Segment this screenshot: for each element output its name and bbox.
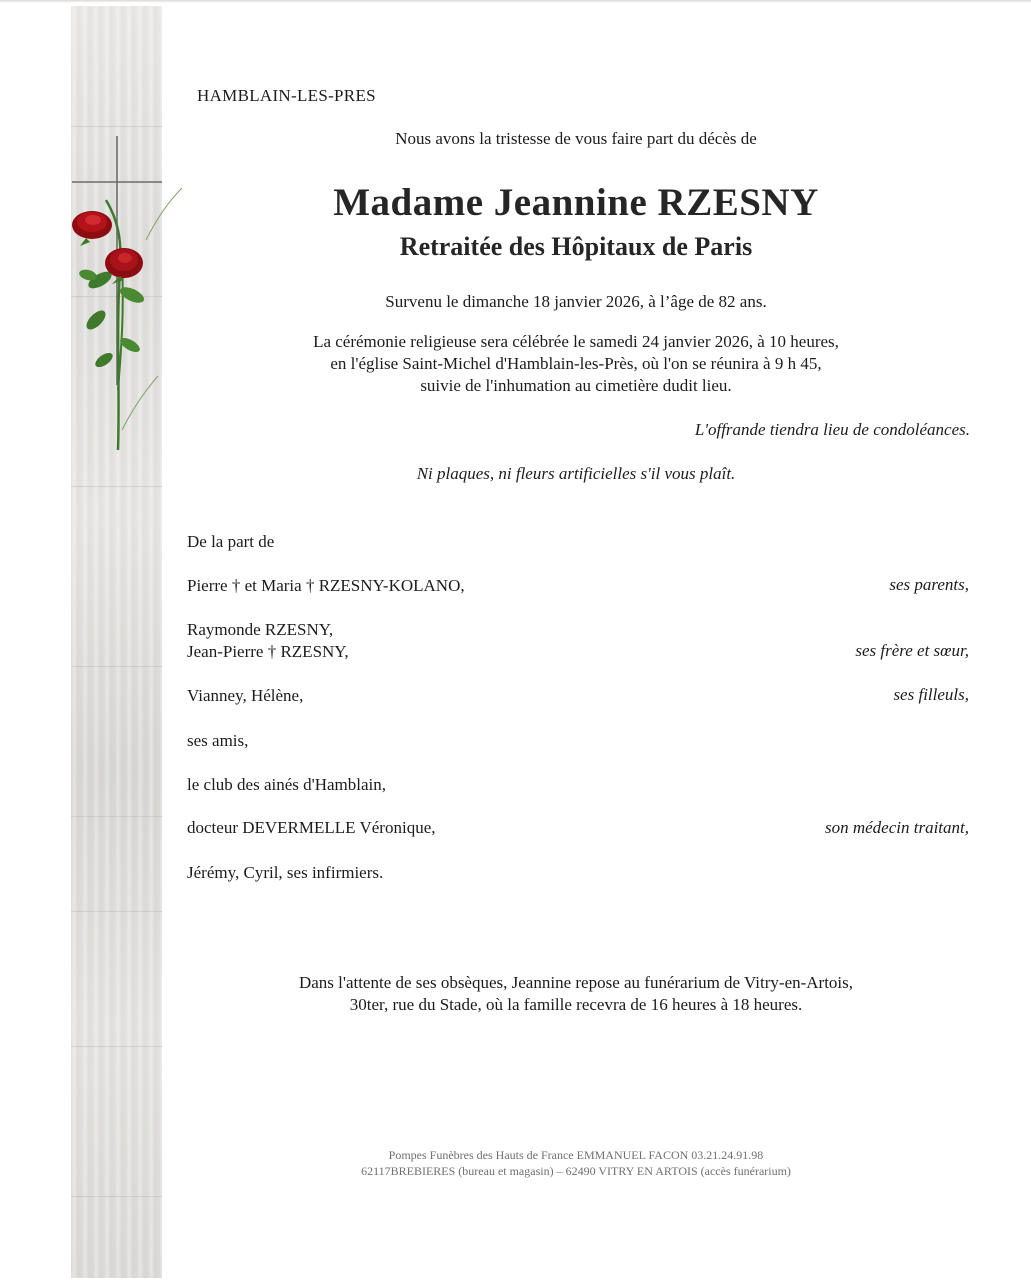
lower-rose-icon — [105, 248, 143, 278]
flowers-note: Ni plaques, ni fleurs artificielles s'il vous plaît. — [416, 464, 736, 483]
page-top-edge — [0, 0, 1031, 3]
from-label: De la part de — [187, 532, 275, 551]
family-member-name: Jean-Pierre † RZESNY, — [187, 642, 349, 661]
family-member-name: Raymonde RZESNY, — [187, 620, 334, 639]
family-relation: ses filleuls, — [893, 685, 969, 704]
closing-line: Dans l'attente de ses obsèques, Jeannine repose au funérarium de Vitry-en-Artois, — [298, 973, 854, 992]
ceremony-line: La cérémonie religieuse sera célébrée le samedi 24 janvier 2026, à 10 heures, — [313, 332, 839, 351]
deceased-subtitle: Retraitée des Hôpitaux de Paris — [399, 232, 753, 261]
family-relation: ses frère et sœur, — [855, 641, 969, 660]
family-member-name: Pierre † et Maria † RZESNY-KOLANO, — [187, 576, 465, 595]
family-member-name: Vianney, Hélène, — [187, 686, 304, 705]
location-heading: HAMBLAIN-LES-PRES — [197, 86, 376, 105]
offering-note: L'offrande tiendra lieu de condoléances. — [694, 420, 970, 439]
ceremony-line: suivie de l'inhumation au cimetière dudit lieu. — [420, 376, 732, 395]
family-relation: son médecin traitant, — [824, 818, 969, 837]
death-info: Survenu le dimanche 18 janvier 2026, à l’âge de 82 ans. — [385, 292, 767, 311]
family-member-name: Jérémy, Cyril, ses infirmiers. — [187, 863, 384, 882]
intro-line: Nous avons la tristesse de vous faire part du décès de — [395, 129, 757, 148]
deceased-name: Madame Jeannine RZESNY — [333, 181, 819, 224]
ceremony-line: en l'église Saint-Michel d'Hamblain-les-Près, où l'on se réunira à 9 h 45, — [330, 354, 822, 373]
family-member-name: ses amis, — [187, 731, 249, 750]
funeral-home-footer: Pompes Funèbres des Hauts de France EMMANUEL FACON 03.21.24.91.98 — [388, 1148, 764, 1162]
funeral-home-footer: 62117BREBIERES (bureau et magasin) – 62490 VITRY EN ARTOIS (accès funérarium) — [361, 1164, 791, 1178]
upper-rose-icon — [72, 211, 112, 239]
family-member-name: le club des ainés d'Hamblain, — [187, 775, 386, 794]
family-member-name: docteur DEVERMELLE Véronique, — [187, 818, 436, 837]
family-relation: ses parents, — [889, 575, 969, 594]
closing-line: 30ter, rue du Stade, où la famille recevra de 16 heures à 18 heures. — [349, 995, 803, 1014]
